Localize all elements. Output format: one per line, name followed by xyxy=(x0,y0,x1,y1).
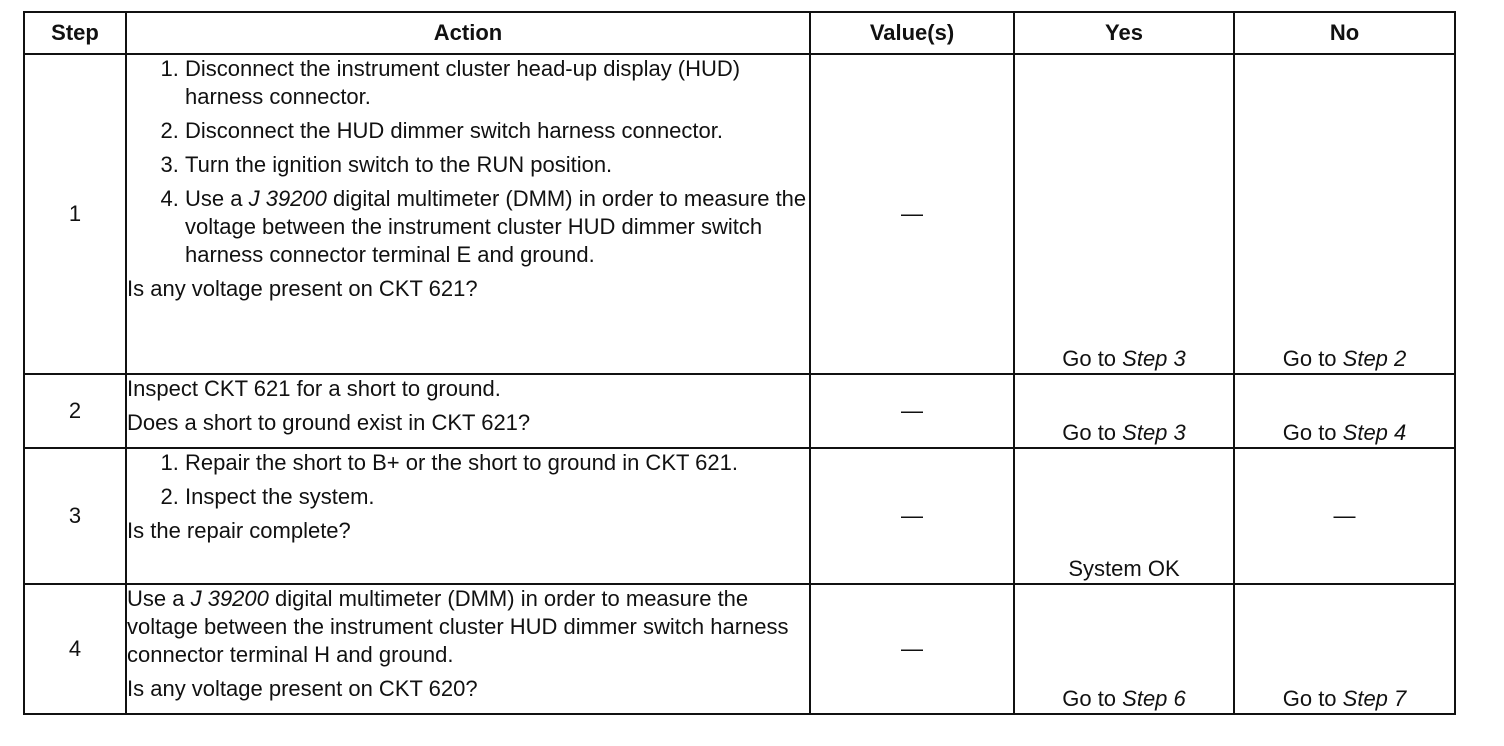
header-values: Value(s) xyxy=(810,12,1014,54)
tool-reference: J 39200 xyxy=(190,586,269,611)
no-text: Go to xyxy=(1282,420,1343,445)
question-text: Is any voltage present on CKT 621? xyxy=(127,276,478,301)
value-cell: — xyxy=(810,448,1014,584)
action-item: 1. Repair the short to B+ or the short to ground in CKT 621. xyxy=(185,449,809,477)
action-cell xyxy=(126,374,810,448)
step-number: 3 xyxy=(24,448,126,584)
header-yes: Yes xyxy=(1014,12,1234,54)
step-link: Step 3 xyxy=(1122,420,1186,445)
action-item: 2. Inspect the system. xyxy=(185,483,809,511)
no-cell xyxy=(1234,54,1455,374)
header-no: No xyxy=(1234,12,1455,54)
table-row xyxy=(24,54,1455,374)
question-text: Does a short to ground exist in CKT 621? xyxy=(127,410,531,435)
action-text: digital multimeter (DMM) in order to measure the voltage between the instrument cluster HUD dimmer switch harness connector terminal E and ground. xyxy=(185,186,807,267)
no-text: Go to xyxy=(1282,346,1343,371)
yes-text: Go to xyxy=(1062,686,1123,711)
action-item xyxy=(185,185,809,269)
header-row xyxy=(24,12,1455,54)
step-number: 2 xyxy=(24,374,126,448)
action-list xyxy=(127,449,809,511)
step-number: 1 xyxy=(24,54,126,374)
header-action: Action xyxy=(126,12,810,54)
no-text: Go to xyxy=(1282,686,1343,711)
value-cell: — xyxy=(810,374,1014,448)
diagnostic-table xyxy=(23,11,1456,715)
action-text: Use a xyxy=(127,586,191,611)
step-link: Step 7 xyxy=(1342,686,1407,711)
value-cell: — xyxy=(810,54,1014,374)
action-item: 1. Disconnect the instrument cluster head-up display (HUD) harness connector. xyxy=(185,55,809,111)
yes-text: Go to xyxy=(1062,420,1123,445)
action-item: 3. Turn the ignition switch to the RUN position. xyxy=(185,151,809,179)
action-statement xyxy=(127,585,809,669)
step-number: 4 xyxy=(24,584,126,714)
header-step: Step xyxy=(24,12,126,54)
no-cell xyxy=(1234,584,1455,714)
question-text: Is the repair complete? xyxy=(127,518,351,543)
action-cell xyxy=(126,54,810,374)
value-cell: — xyxy=(810,584,1014,714)
step-link: Step 3 xyxy=(1122,346,1186,371)
question-text: Is any voltage present on CKT 620? xyxy=(127,676,478,701)
yes-text: System OK xyxy=(1068,556,1180,581)
table-row xyxy=(24,374,1455,448)
yes-cell xyxy=(1014,448,1234,584)
tool-reference: J 39200 xyxy=(248,186,327,211)
step-link: Step 2 xyxy=(1342,346,1407,371)
action-text: Use a xyxy=(185,186,249,211)
action-list xyxy=(127,55,809,269)
action-cell xyxy=(126,448,810,584)
no-cell xyxy=(1234,374,1455,448)
action-cell xyxy=(126,584,810,714)
action-text: digital multimeter (DMM) in order to measure the voltage between the instrument cluster HUD dimmer switch harness connector terminal H and ground. xyxy=(127,586,789,667)
step-link: Step 4 xyxy=(1342,420,1407,445)
yes-cell xyxy=(1014,584,1234,714)
table-row xyxy=(24,584,1455,714)
yes-cell xyxy=(1014,54,1234,374)
table-row xyxy=(24,448,1455,584)
step-link: Step 6 xyxy=(1122,686,1186,711)
no-cell: — xyxy=(1234,448,1455,584)
yes-cell xyxy=(1014,374,1234,448)
yes-text: Go to xyxy=(1062,346,1123,371)
action-item: 2. Disconnect the HUD dimmer switch harness connector. xyxy=(185,117,809,145)
action-statement: Inspect CKT 621 for a short to ground. xyxy=(127,376,501,401)
